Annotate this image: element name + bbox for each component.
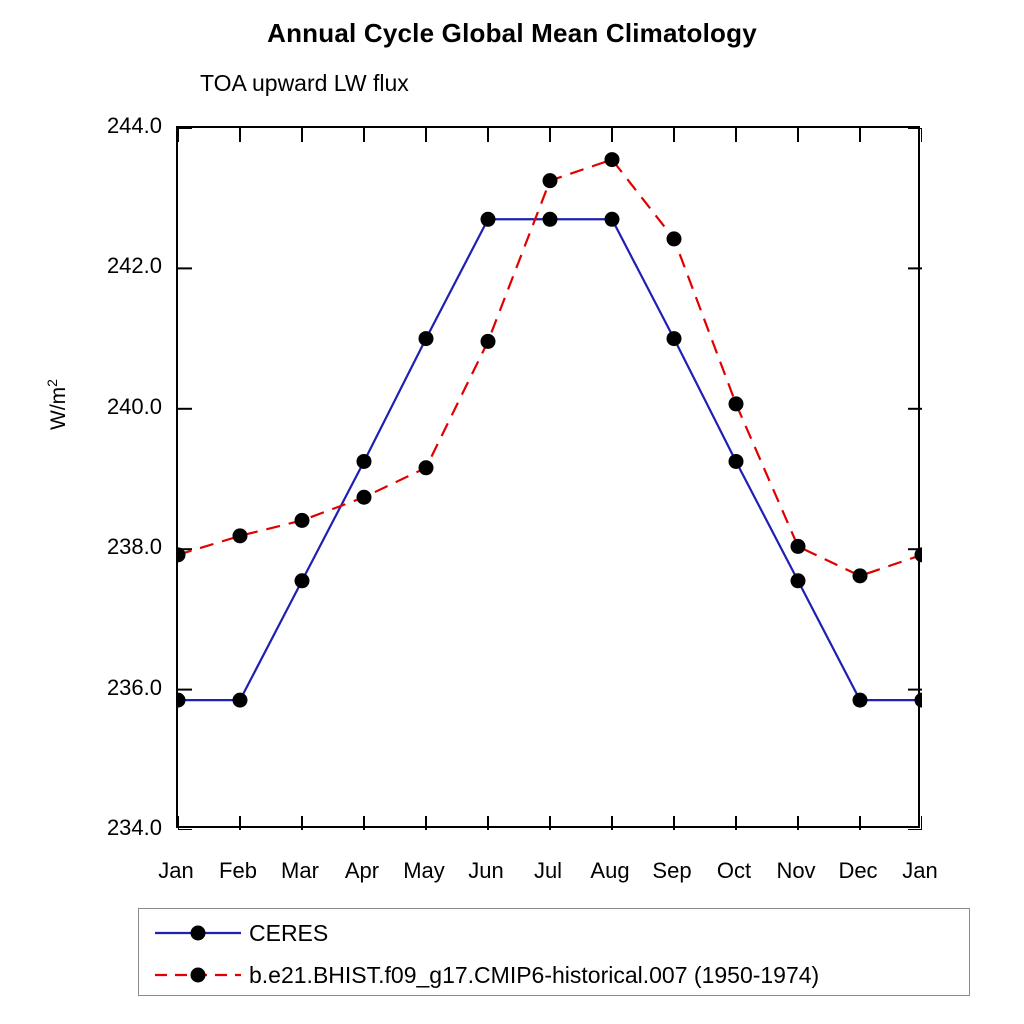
y-axis-tick-label: 242.0: [106, 253, 162, 279]
data-point: [605, 212, 620, 227]
y-axis-title-base: W/m: [47, 386, 70, 430]
data-point: [543, 173, 558, 188]
data-point: [667, 231, 682, 246]
legend: [138, 908, 970, 996]
chart-subtitle: TOA upward LW flux: [200, 70, 409, 96]
x-axis-tick-label: Mar: [281, 858, 319, 883]
data-point: [791, 539, 806, 554]
data-point: [233, 528, 248, 543]
data-point: [357, 490, 372, 505]
axis-ticks: [178, 128, 922, 830]
data-point: [357, 454, 372, 469]
x-axis-tick-label: May: [403, 858, 445, 883]
legend-label: CERES: [249, 920, 329, 946]
x-axis-tick-label: Aug: [590, 858, 630, 883]
x-axis-tick-label: Jun: [468, 858, 504, 883]
data-point: [543, 212, 558, 227]
y-axis-title-exponent: 2: [44, 379, 60, 387]
x-axis-tick-label: Jan: [158, 858, 194, 883]
series-line-0: [178, 219, 922, 700]
data-point: [295, 573, 310, 588]
page-title: Annual Cycle Global Mean Climatology: [267, 18, 757, 48]
y-axis-tick-label: 238.0: [106, 534, 162, 560]
data-point: [853, 693, 868, 708]
data-point: [667, 331, 682, 346]
legend-item[interactable]: [139, 911, 971, 955]
data-point: [481, 212, 496, 227]
legend-line-sample: [153, 953, 243, 997]
legend-label: b.e21.BHIST.f09_g17.CMIP6-historical.007 (1950-1974): [249, 962, 820, 988]
legend-line-sample: [153, 911, 243, 955]
legend-item[interactable]: [139, 953, 971, 997]
x-axis-tick-label: Jul: [533, 858, 563, 883]
data-point: [419, 331, 434, 346]
y-axis-tick-label: 236.0: [106, 674, 162, 700]
data-point: [178, 693, 186, 708]
y-axis-tick-label: 240.0: [106, 393, 162, 419]
data-point: [729, 396, 744, 411]
x-axis-tick-label: Oct: [716, 858, 752, 883]
x-axis-tick-label: Nov: [776, 858, 816, 883]
x-axis-tick-label: Jan: [902, 858, 938, 883]
y-axis-tick-label: 244.0: [106, 113, 162, 138]
data-point: [729, 454, 744, 469]
data-point: [481, 334, 496, 349]
data-point: [233, 693, 248, 708]
data-point: [791, 573, 806, 588]
plot-area: [176, 126, 920, 828]
data-point: [605, 152, 620, 167]
data-point: [295, 513, 310, 528]
x-axis-tick-label: Apr: [344, 858, 380, 883]
x-axis-tick-label: Dec: [838, 858, 878, 883]
series-layer: [178, 152, 922, 708]
x-axis-tick-label: Feb: [219, 858, 257, 883]
data-point: [853, 568, 868, 583]
plot-svg: [178, 128, 922, 830]
data-point: [915, 693, 923, 708]
y-axis-tick-label: 234.0: [106, 815, 162, 840]
x-axis-tick-label: Sep: [652, 858, 692, 883]
data-point: [419, 460, 434, 475]
